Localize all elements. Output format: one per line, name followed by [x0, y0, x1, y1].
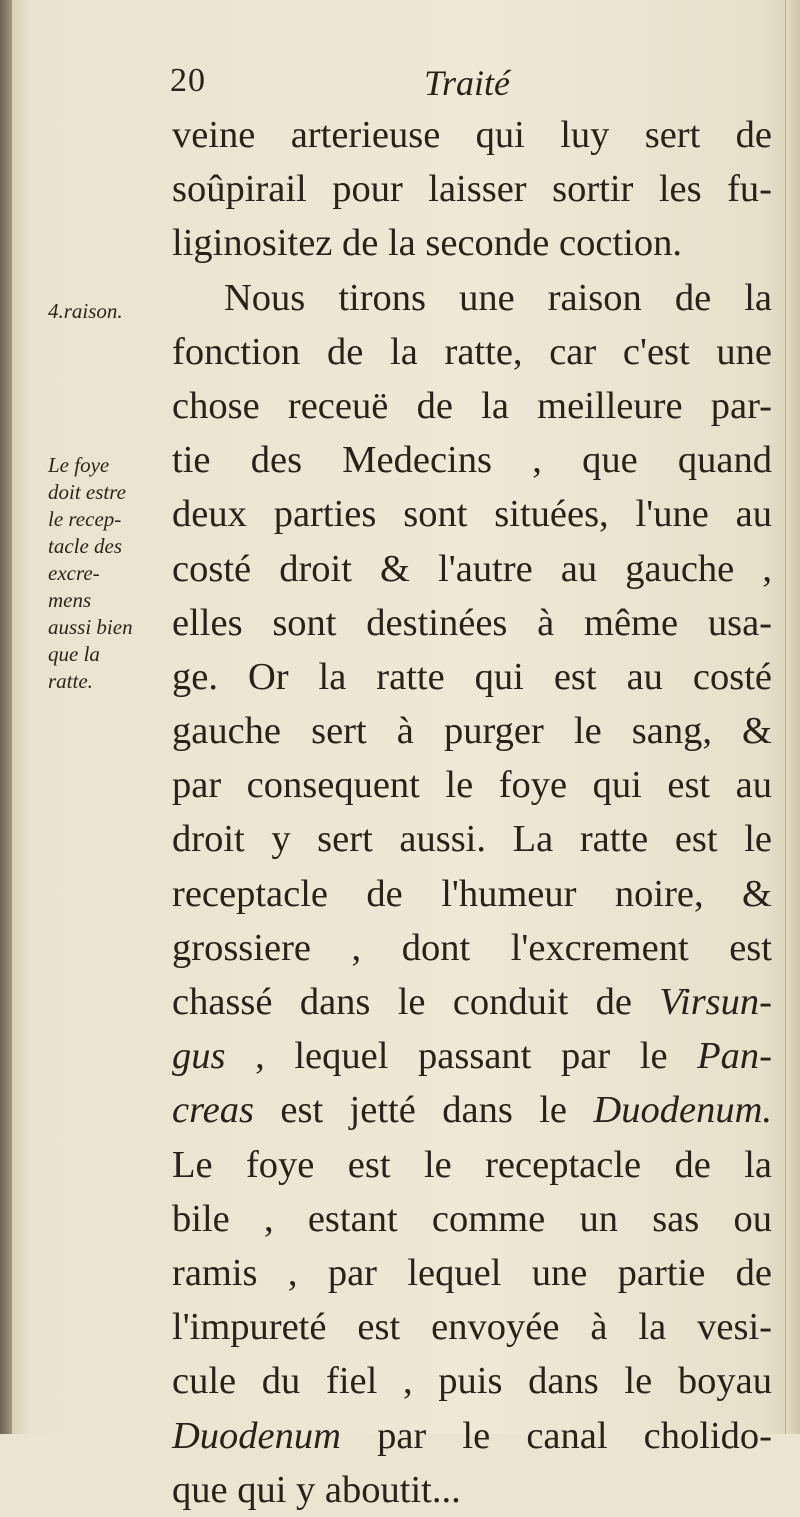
text-line: ramis , par lequel une partie de — [172, 1251, 772, 1294]
margin-note-raison: 4.raison. — [48, 299, 123, 323]
running-title: Traité — [424, 63, 511, 103]
text-line: ge. Or la ratte qui est au costé — [172, 655, 772, 698]
margin-note-line: Le foye — [48, 453, 110, 477]
margin-note-foye — [48, 452, 170, 695]
text-line — [172, 1029, 772, 1083]
margin-note-line: tacle des — [48, 534, 123, 558]
text-segment: par le canal cholido- — [340, 1414, 772, 1457]
text-line: soûpirail pour laisser sortir les fu- — [172, 168, 772, 211]
book-spine-shadow — [0, 0, 12, 1434]
page-edge — [785, 0, 800, 1434]
text-line: cule du fiel , puis dans le boyau — [172, 1360, 772, 1403]
text-line: grossiere , dont l'excrement est — [172, 926, 772, 969]
term-duodenum: Duodenum. — [593, 1089, 772, 1132]
text-line: Le foye est le receptacle de la — [172, 1143, 772, 1186]
text-line: droit y sert aussi. La ratte est le — [172, 818, 772, 861]
text-line: liginositez de la seconde coction. — [172, 222, 682, 265]
text-line — [172, 975, 772, 1029]
text-segment: est jetté dans le — [253, 1089, 594, 1132]
text-segment: chassé dans le conduit de — [172, 981, 660, 1023]
margin-note-line: ratte. — [48, 669, 93, 693]
margin-note-line: doit estre — [48, 480, 126, 504]
body-text — [172, 108, 772, 1517]
text-line: que qui y aboutit... — [172, 1468, 461, 1511]
term-pancreas: Pan- — [697, 1035, 772, 1078]
term-virsungus: Virsun- — [659, 981, 772, 1023]
text-line: tie des Medecins , que quand — [172, 439, 772, 482]
text-line: veine arterieuse qui luy sert de — [172, 114, 772, 156]
text-line — [172, 1409, 772, 1463]
text-line: bile , estant comme un sas ou — [172, 1197, 772, 1240]
text-line: fonction de la ratte, car c'est une — [172, 330, 772, 373]
text-line: receptacle de l'humeur noire, & — [172, 872, 772, 915]
term-virsungus-end: gus — [172, 1035, 226, 1078]
term-duodenum: Duodenum — [172, 1414, 341, 1457]
text-line: elles sont destinées à même usa- — [172, 601, 772, 644]
text-line: chose receuë de la meilleure par- — [172, 384, 772, 427]
margin-note-line: le recep- — [48, 507, 122, 531]
term-pancreas-end: creas — [172, 1089, 254, 1132]
text-line: Nous tirons une raison de la — [224, 276, 772, 319]
margin-note-line: aussi bien — [48, 615, 133, 639]
margin-note-line: mens — [48, 588, 92, 612]
text-line — [172, 1083, 772, 1137]
page-number: 20 — [170, 62, 206, 99]
running-head — [170, 62, 730, 102]
text-line: par consequent le foye qui est au — [172, 764, 772, 807]
margin-note-line: que la — [48, 642, 100, 666]
text-line: deux parties sont situées, l'une au — [172, 493, 772, 536]
text-line: costé droit & l'autre au gauche , — [172, 547, 772, 590]
text-segment: , lequel passant par le — [225, 1035, 698, 1078]
text-line: l'impureté est envoyée à la vesi- — [172, 1306, 772, 1349]
margin-note-line: excre- — [48, 561, 100, 585]
text-line: gauche sert à purger le sang, & — [172, 710, 772, 753]
